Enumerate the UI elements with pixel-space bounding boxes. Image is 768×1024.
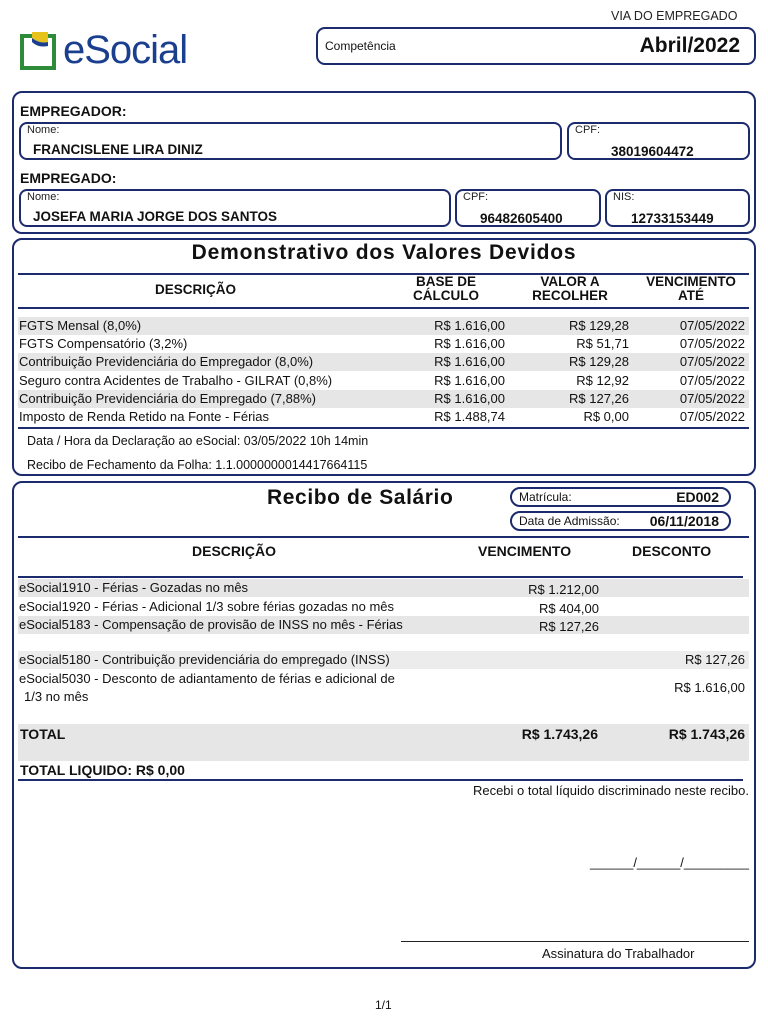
demo-row — [18, 372, 749, 390]
signature-line — [401, 941, 749, 942]
demo-recibo-fechamento: Recibo de Fechamento da Folha: 1.1.0000000014417664115 — [27, 458, 368, 472]
demo-col-descricao: DESCRIÇÃO — [155, 282, 237, 297]
demo-row — [18, 335, 749, 353]
via-label: VIA DO EMPREGADO — [611, 9, 738, 23]
recibo-row-vencimento: R$ 127,26 — [539, 619, 599, 634]
demo-row-descricao: Contribuição Previdenciária do Empregado (7,88%) — [19, 391, 316, 406]
empregado-nis-value: 12733153449 — [631, 211, 714, 226]
admissao-field — [510, 511, 731, 531]
recibo-row-descricao-cont: 1/3 no mês — [24, 689, 89, 704]
demo-row-vencimento: 07/05/2022 — [679, 391, 745, 406]
empregado-nome-value: JOSEFA MARIA JORGE DOS SANTOS — [33, 209, 278, 224]
recibo-col-desconto: DESCONTO — [632, 543, 712, 559]
recibo-row-vencimento: R$ 1.212,00 — [528, 582, 599, 597]
demo-row-descricao: Contribuição Previdenciária do Empregador (8,0%) — [19, 354, 314, 369]
recibo-title: Recibo de Salário — [267, 486, 454, 509]
demo-col-valor — [518, 275, 622, 303]
demo-row-valor: R$ 0,00 — [583, 409, 629, 424]
empregador-nome-value: FRANCISLENE LIRA DINIZ — [33, 142, 203, 157]
demo-row-base: R$ 1.488,74 — [434, 409, 505, 424]
demo-row-vencimento: 07/05/2022 — [679, 354, 745, 369]
empregador-nome-label: Nome: — [27, 124, 60, 136]
demo-row — [18, 390, 749, 408]
demo-row-vencimento: 07/05/2022 — [679, 373, 745, 388]
esocial-logo-icon — [18, 30, 62, 74]
demo-col-valor-line2: RECOLHER — [532, 288, 608, 303]
demo-col-valor-line1: VALOR A — [540, 274, 600, 289]
empregado-cpf-field — [455, 189, 601, 227]
empregado-heading: EMPREGADO: — [20, 170, 117, 186]
empregado-nis-field — [605, 189, 750, 227]
recibo-total-desconto: R$ 1.743,26 — [668, 726, 745, 742]
recibo-top-rule — [18, 536, 749, 538]
recibo-row-desconto: R$ 1.616,00 — [674, 680, 745, 695]
demo-row — [18, 317, 749, 335]
recibo-row — [18, 579, 749, 597]
demonstrativo-bottom-rule — [18, 427, 749, 429]
demo-row-vencimento: 07/05/2022 — [679, 318, 745, 333]
demo-col-venc-line2: ATÉ — [678, 288, 704, 303]
demo-row — [18, 408, 749, 426]
recibo-declaracao: Recebi o total líquido discriminado neste recibo. — [472, 783, 749, 798]
empregado-cpf-value: 96482605400 — [480, 211, 563, 226]
recibo-date-blank: ______/______/_________ — [589, 855, 749, 870]
demo-row-valor: R$ 129,28 — [569, 354, 629, 369]
demo-row-valor: R$ 12,92 — [576, 373, 629, 388]
empregado-nome-field — [19, 189, 451, 227]
empregador-cpf-field — [567, 122, 750, 160]
page-number: 1/1 — [375, 998, 392, 1012]
demo-row-vencimento: 07/05/2022 — [679, 409, 745, 424]
demonstrativo-header-rule — [18, 307, 749, 309]
recibo-header-rule — [18, 576, 743, 578]
recibo-total-liquido: TOTAL LIQUIDO: R$ 0,00 — [20, 762, 185, 778]
demo-data-hora: Data / Hora da Declaração ao eSocial: 03/05/2022 10h 14min — [27, 434, 369, 448]
recibo-total-row — [18, 724, 749, 761]
demo-row-descricao: FGTS Compensatório (3,2%) — [19, 336, 188, 351]
demo-row-base: R$ 1.616,00 — [434, 336, 505, 351]
demo-row-descricao: Seguro contra Acidentes de Trabalho - GILRAT (0,8%) — [19, 373, 333, 388]
recibo-row-descricao: eSocial1920 - Férias - Adicional 1/3 sobre férias gozadas no mês — [19, 599, 395, 614]
recibo-row-vencimento: R$ 404,00 — [539, 601, 599, 616]
empregado-cpf-label: CPF: — [463, 191, 489, 203]
competencia-label: Competência — [325, 39, 396, 53]
recibo-row-descricao: eSocial5030 - Desconto de adiantamento de férias e adicional de — [19, 671, 395, 686]
empregador-cpf-label: CPF: — [575, 124, 601, 136]
recibo-row — [18, 598, 749, 616]
demo-col-base-line2: CÁLCULO — [413, 288, 479, 303]
demonstrativo-title: Demonstrativo dos Valores Devidos — [191, 241, 577, 264]
demo-col-venc-line1: VENCIMENTO — [646, 274, 736, 289]
empregador-cpf-value: 38019604472 — [611, 144, 694, 159]
recibo-col-vencimento: VENCIMENTO — [478, 543, 572, 559]
matricula-field — [510, 487, 731, 507]
demo-row-descricao: FGTS Mensal (8,0%) — [19, 318, 142, 333]
signature-label: Assinatura do Trabalhador — [542, 946, 695, 961]
empregador-heading: EMPREGADOR: — [20, 103, 127, 119]
matricula-label: Matrícula: — [519, 490, 572, 504]
demo-row — [18, 353, 749, 371]
esocial-logo — [18, 30, 198, 74]
matricula-value: ED002 — [676, 489, 719, 505]
empregador-nome-field — [19, 122, 562, 160]
demo-col-base-line1: BASE DE — [415, 274, 476, 289]
competencia-box — [316, 27, 756, 65]
recibo-row-descricao: eSocial5180 - Contribuição previdenciária do empregado (INSS) — [19, 652, 390, 667]
empregado-nis-label: NIS: — [613, 191, 635, 203]
demo-row-base: R$ 1.616,00 — [434, 318, 505, 333]
empregado-nome-label: Nome: — [27, 191, 60, 203]
esocial-logo-text: eSocial — [63, 28, 188, 72]
demo-row-valor: R$ 129,28 — [569, 318, 629, 333]
admissao-value: 06/11/2018 — [649, 513, 719, 529]
recibo-row-desconto: R$ 127,26 — [685, 652, 745, 667]
demo-row-base: R$ 1.616,00 — [434, 373, 505, 388]
recibo-row — [18, 651, 749, 669]
competencia-value: Abril/2022 — [639, 34, 740, 57]
demo-row-base: R$ 1.616,00 — [434, 354, 505, 369]
demo-row-vencimento: 07/05/2022 — [679, 336, 745, 351]
recibo-col-descricao: DESCRIÇÃO — [192, 543, 277, 559]
recibo-row-descricao: eSocial1910 - Férias - Gozadas no mês — [19, 580, 249, 595]
demo-row-descricao: Imposto de Renda Retido na Fonte - Férias — [19, 409, 270, 424]
demo-row-valor: R$ 51,71 — [576, 336, 629, 351]
recibo-row — [18, 616, 749, 634]
demo-col-base — [396, 275, 496, 303]
recibo-total-vencimento: R$ 1.743,26 — [521, 726, 598, 742]
recibo-total-label: TOTAL — [20, 726, 66, 742]
recibo-row-descricao: eSocial5183 - Compensação de provisão de INSS no mês - Férias — [19, 617, 403, 632]
demo-row-valor: R$ 127,26 — [569, 391, 629, 406]
admissao-label: Data de Admissão: — [519, 514, 620, 528]
demo-row-base: R$ 1.616,00 — [434, 391, 505, 406]
recibo-liquido-rule — [18, 779, 743, 781]
recibo-row — [18, 670, 749, 708]
demo-col-vencimento — [636, 275, 746, 303]
